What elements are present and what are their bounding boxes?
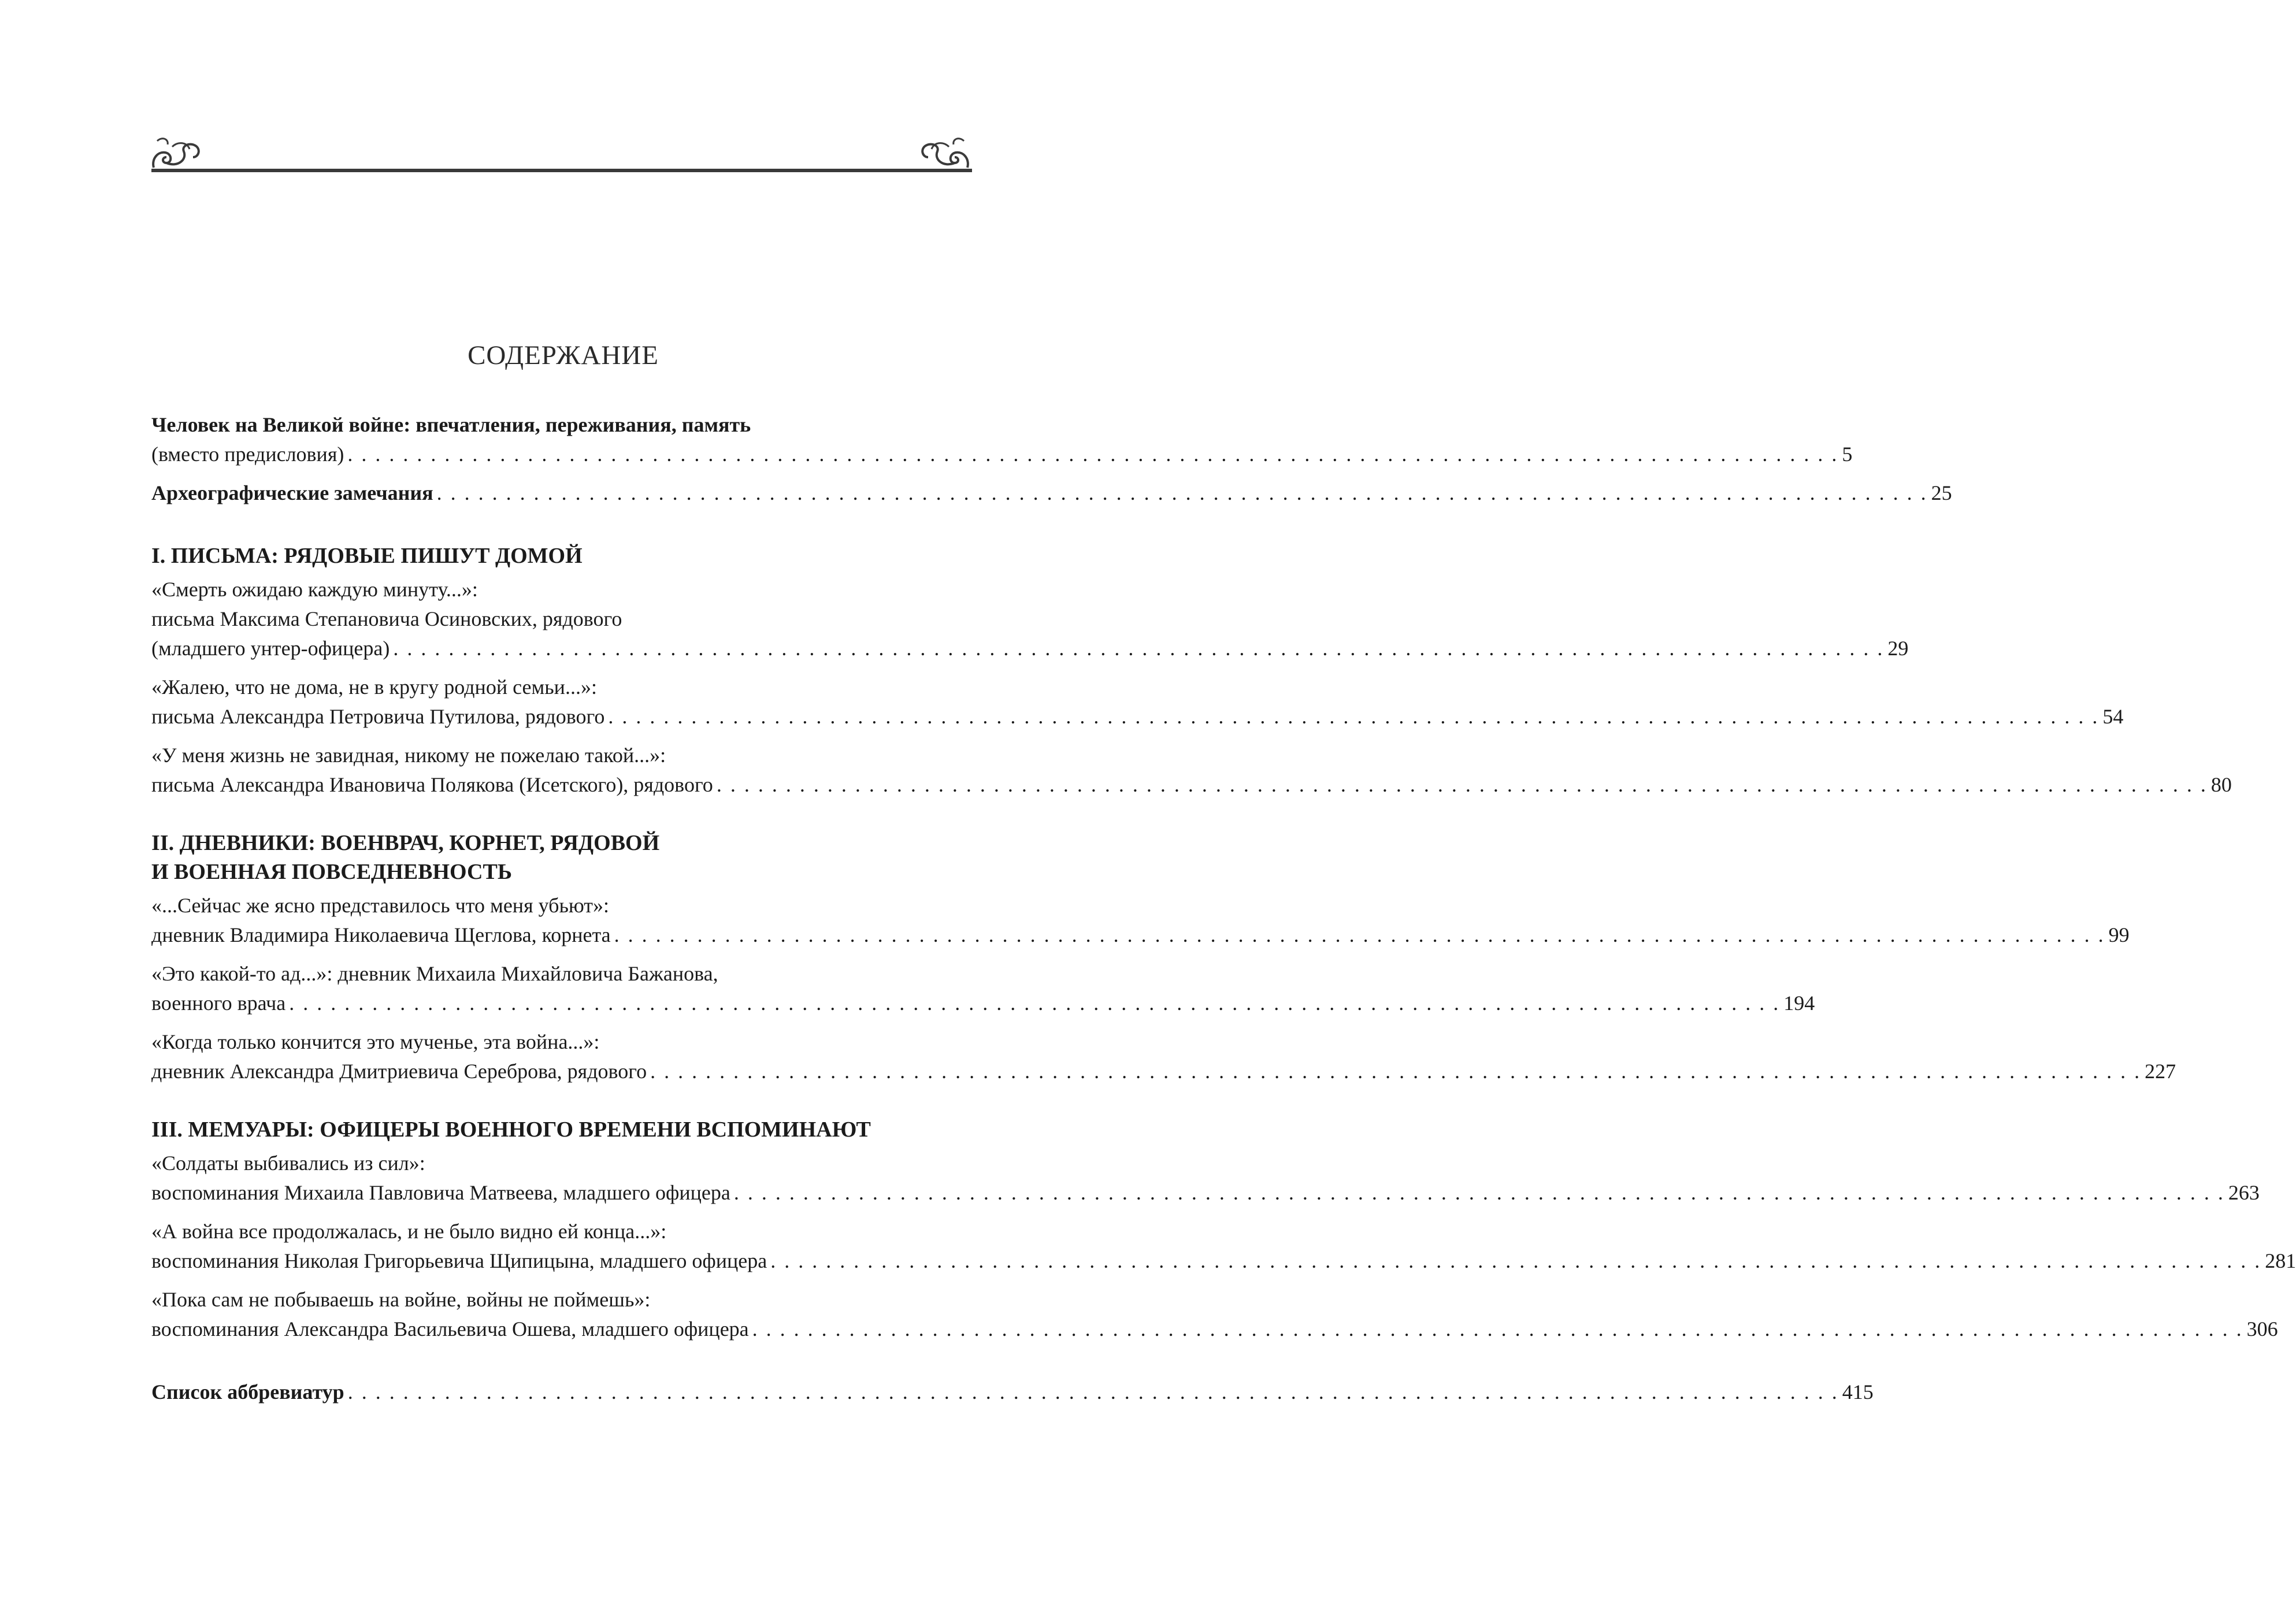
dot-leader: . . . . . . . . . . . . . . . . . . . . . . . . . . . . . . . . . . . . . . . . . . . . . . . . . . . . . . . . . . . . . . . . . . . . . . . . . . . . . . . . . . . . . . . . . . . . . . . . . . . . . . . . . . . . — [347, 1380, 1839, 1404]
entry-title: «А война все продолжалась, и не было видно ей конца...»: — [151, 1220, 667, 1243]
page-number: 263 — [2228, 1181, 2260, 1204]
section-heading: I. ПИСЬМА: РЯДОВЫЕ ПИШУТ ДОМОЙ — [151, 544, 583, 568]
entry-title: (вместо предисловия) — [151, 443, 344, 466]
entry-title: «...Сейчас же ясно представилось что меня убьют»: — [151, 894, 610, 917]
dot-leader: . . . . . . . . . . . . . . . . . . . . . . . . . . . . . . . . . . . . . . . . . . . . . . . . . . . . . . . . . . . . . . . . . . . . . . . . . . . . . . . . . . . . . . . . . . . . . . . . . . . . . . . . . . . . — [436, 481, 1928, 504]
entry-title: «Смерть ожидаю каждую минуту...»: — [151, 578, 478, 601]
toc-entry[interactable] — [151, 1149, 2260, 1208]
toc-entry-preface[interactable] — [151, 410, 1853, 469]
dot-leader: . . . . . . . . . . . . . . . . . . . . . . . . . . . . . . . . . . . . . . . . . . . . . . . . . . . . . . . . . . . . . . . . . . . . . . . . . . . . . . . . . . . . . . . . . . . . . . . . . . . . . . . . . . . . — [733, 1181, 2225, 1204]
entry-title: «Это какой-то ад...»: дневник Михаила Михайловича Бажанова, — [151, 962, 718, 985]
page-number: 5 — [1842, 443, 1853, 466]
toc-entry-abbreviations[interactable] — [151, 1377, 1874, 1407]
page-number: 194 — [1783, 992, 1815, 1015]
entry-title: письма Александра Петровича Путилова, рядового — [151, 705, 605, 728]
page-number: 29 — [1887, 637, 1909, 660]
entry-title: «Солдаты выбивались из сил»: — [151, 1152, 425, 1175]
page-number: 415 — [1842, 1380, 1874, 1404]
dot-leader: . . . . . . . . . . . . . . . . . . . . . . . . . . . . . . . . . . . . . . . . . . . . . . . . . . . . . . . . . . . . . . . . . . . . . . . . . . . . . . . . . . . . . . . . . . . . . . . . . . . . . . . . . . . . — [393, 637, 1885, 660]
dot-leader: . . . . . . . . . . . . . . . . . . . . . . . . . . . . . . . . . . . . . . . . . . . . . . . . . . . . . . . . . . . . . . . . . . . . . . . . . . . . . . . . . . . . . . . . . . . . . . . . . . . . . . . . . . . . — [614, 923, 2105, 946]
entry-title: дневник Александра Дмитриевича Сереброва, рядового — [151, 1060, 647, 1083]
entry-title: военного врача — [151, 992, 286, 1015]
toc-entry[interactable] — [151, 1217, 2296, 1276]
entry-title: воспоминания Михаила Павловича Матвеева, младшего офицера — [151, 1181, 730, 1204]
toc-entry[interactable] — [151, 1027, 2176, 1086]
section-heading-line: II. ДНЕВНИКИ: ВОЕНВРАЧ, КОРНЕТ, РЯДОВОЙ — [151, 831, 660, 855]
page-title: СОДЕРЖАНИЕ — [468, 340, 659, 370]
dot-leader: . . . . . . . . . . . . . . . . . . . . . . . . . . . . . . . . . . . . . . . . . . . . . . . . . . . . . . . . . . . . . . . . . . . . . . . . . . . . . . . . . . . . . . . . . . . . . . . . . . . . . . . . . . . . — [608, 705, 2100, 728]
toc-entry[interactable] — [151, 1285, 2278, 1344]
toc-entry[interactable] — [151, 741, 2232, 800]
page-number: 99 — [2108, 923, 2130, 946]
page-number: 25 — [1931, 481, 1952, 504]
toc-entry-notes[interactable] — [151, 478, 1952, 508]
entry-title: «Когда только кончится это мученье, эта война...»: — [151, 1030, 600, 1053]
header-rule — [151, 169, 972, 172]
entry-title: письма Максима Степановича Осиновских, рядового — [151, 607, 622, 630]
entry-title: Человек на Великой войне: впечатления, переживания, память — [151, 413, 751, 436]
toc-entry[interactable] — [151, 673, 2124, 732]
section-heading: III. МЕМУАРЫ: ОФИЦЕРЫ ВОЕННОГО ВРЕМЕНИ ВСПОМИНАЮТ — [151, 1117, 871, 1142]
toc-entry[interactable] — [151, 575, 1909, 663]
toc-entry[interactable] — [151, 891, 2130, 950]
section-heading-line: И ВОЕННАЯ ПОВСЕДНЕВНОСТЬ — [151, 860, 512, 884]
entry-title: воспоминания Александра Васильевича Ошева, младшего офицера — [151, 1317, 749, 1341]
dot-leader: . . . . . . . . . . . . . . . . . . . . . . . . . . . . . . . . . . . . . . . . . . . . . . . . . . . . . . . . . . . . . . . . . . . . . . . . . . . . . . . . . . . . . . . . . . . . . . . . . . . . . . . . . . . . — [770, 1249, 2262, 1272]
page-number: 306 — [2246, 1317, 2278, 1341]
entry-title: письма Александра Ивановича Полякова (Исетского), рядового — [151, 773, 713, 796]
dot-leader: . . . . . . . . . . . . . . . . . . . . . . . . . . . . . . . . . . . . . . . . . . . . . . . . . . . . . . . . . . . . . . . . . . . . . . . . . . . . . . . . . . . . . . . . . . . . . . . . . . . . . . . . . . . . — [752, 1317, 2243, 1341]
dot-leader: . . . . . . . . . . . . . . . . . . . . . . . . . . . . . . . . . . . . . . . . . . . . . . . . . . . . . . . . . . . . . . . . . . . . . . . . . . . . . . . . . . . . . . . . . . . . . . . . . . . . . . . . . . . . — [289, 992, 1781, 1015]
table-of-contents — [151, 410, 2296, 1407]
entry-title: «У меня жизнь не завидная, никому не пожелаю такой...»: — [151, 744, 666, 767]
page-number: 227 — [2145, 1060, 2176, 1083]
entry-title: воспоминания Николая Григорьевича Щипицына, младшего офицера — [151, 1249, 767, 1272]
page-number: 281 — [2265, 1249, 2296, 1272]
dot-leader: . . . . . . . . . . . . . . . . . . . . . . . . . . . . . . . . . . . . . . . . . . . . . . . . . . . . . . . . . . . . . . . . . . . . . . . . . . . . . . . . . . . . . . . . . . . . . . . . . . . . . . . . . . . . — [716, 773, 2208, 796]
page-number: 80 — [2210, 773, 2232, 796]
entry-title: дневник Владимира Николаевича Щеглова, корнета — [151, 923, 611, 946]
entry-title: (младшего унтер-офицера) — [151, 637, 390, 660]
entry-title: «Пока сам не побываешь на войне, войны не поймешь»: — [151, 1288, 651, 1311]
section-heading — [151, 829, 965, 886]
entry-title: Список аббревиатур — [151, 1380, 344, 1404]
dot-leader: . . . . . . . . . . . . . . . . . . . . . . . . . . . . . . . . . . . . . . . . . . . . . . . . . . . . . . . . . . . . . . . . . . . . . . . . . . . . . . . . . . . . . . . . . . . . . . . . . . . . . . . . . . . . — [347, 443, 1839, 466]
dot-leader: . . . . . . . . . . . . . . . . . . . . . . . . . . . . . . . . . . . . . . . . . . . . . . . . . . . . . . . . . . . . . . . . . . . . . . . . . . . . . . . . . . . . . . . . . . . . . . . . . . . . . . . . . . . . — [650, 1060, 2142, 1083]
entry-title: Археографические замечания — [151, 481, 433, 504]
entry-title: «Жалею, что не дома, не в кругу родной семьи...»: — [151, 675, 597, 699]
page-number: 54 — [2102, 705, 2124, 728]
toc-entry[interactable] — [151, 959, 1815, 1018]
